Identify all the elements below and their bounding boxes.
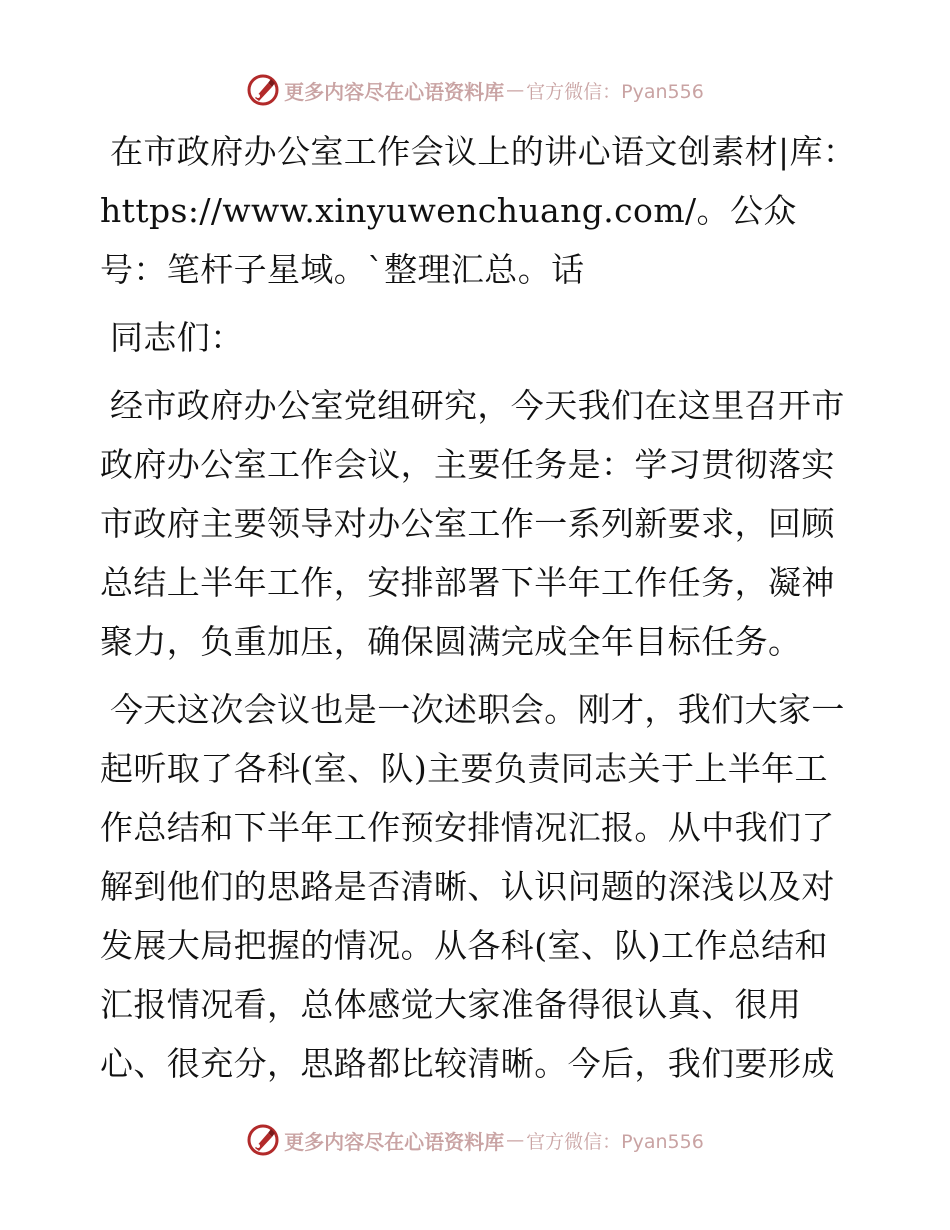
pen-logo-icon <box>246 73 280 107</box>
banner-wechat-text: 官方微信：Pyan556 <box>526 80 704 103</box>
salutation-paragraph: 同志们： <box>110 318 244 357</box>
banner-separator: — <box>506 79 525 101</box>
pen-logo-icon <box>246 1123 280 1157</box>
banner-main-text: 更多内容尽在心语资料库 <box>284 1129 505 1154</box>
document-body <box>100 122 860 1102</box>
header-banner <box>0 70 950 110</box>
banner-main-text: 更多内容尽在心语资料库 <box>284 79 505 104</box>
body-paragraph: 经市政府办公室党组研究，今天我们在这里召开市政府办公室工作会议，主要任务是：学习贯彻落实市政府主要领导对办公室工作一系列新要求，回顾总结上半年工作，安排部署下半年工作任务，凝神聚力，负重加压，确保圆满完成全年目标任务。 <box>100 386 845 661</box>
banner-wechat-text: 官方微信：Pyan556 <box>526 1130 704 1153</box>
banner-separator: — <box>506 1129 525 1151</box>
body-paragraph: 今天这次会议也是一次述职会。刚才，我们大家一起听取了各科(室、队)主要负责同志关于上半年工作总结和下半年工作预安排情况汇报。从中我们了解到他们的思路是否清晰、认识问题的深浅以及对发展大局把握的情况。从各科(室、队)工作总结和汇报情况看，总体感觉大家准备得很认真、很用心、很充分，思路都比较清晰。今后，我们要形成 <box>100 690 845 1083</box>
document-title: 在市政府办公室工作会议上的讲心语文创素材|库：https://www.xinyuwenchuang.com/。公众号：笔杆子星域。`整理汇总。话 <box>100 132 857 289</box>
footer-banner <box>0 1120 950 1160</box>
